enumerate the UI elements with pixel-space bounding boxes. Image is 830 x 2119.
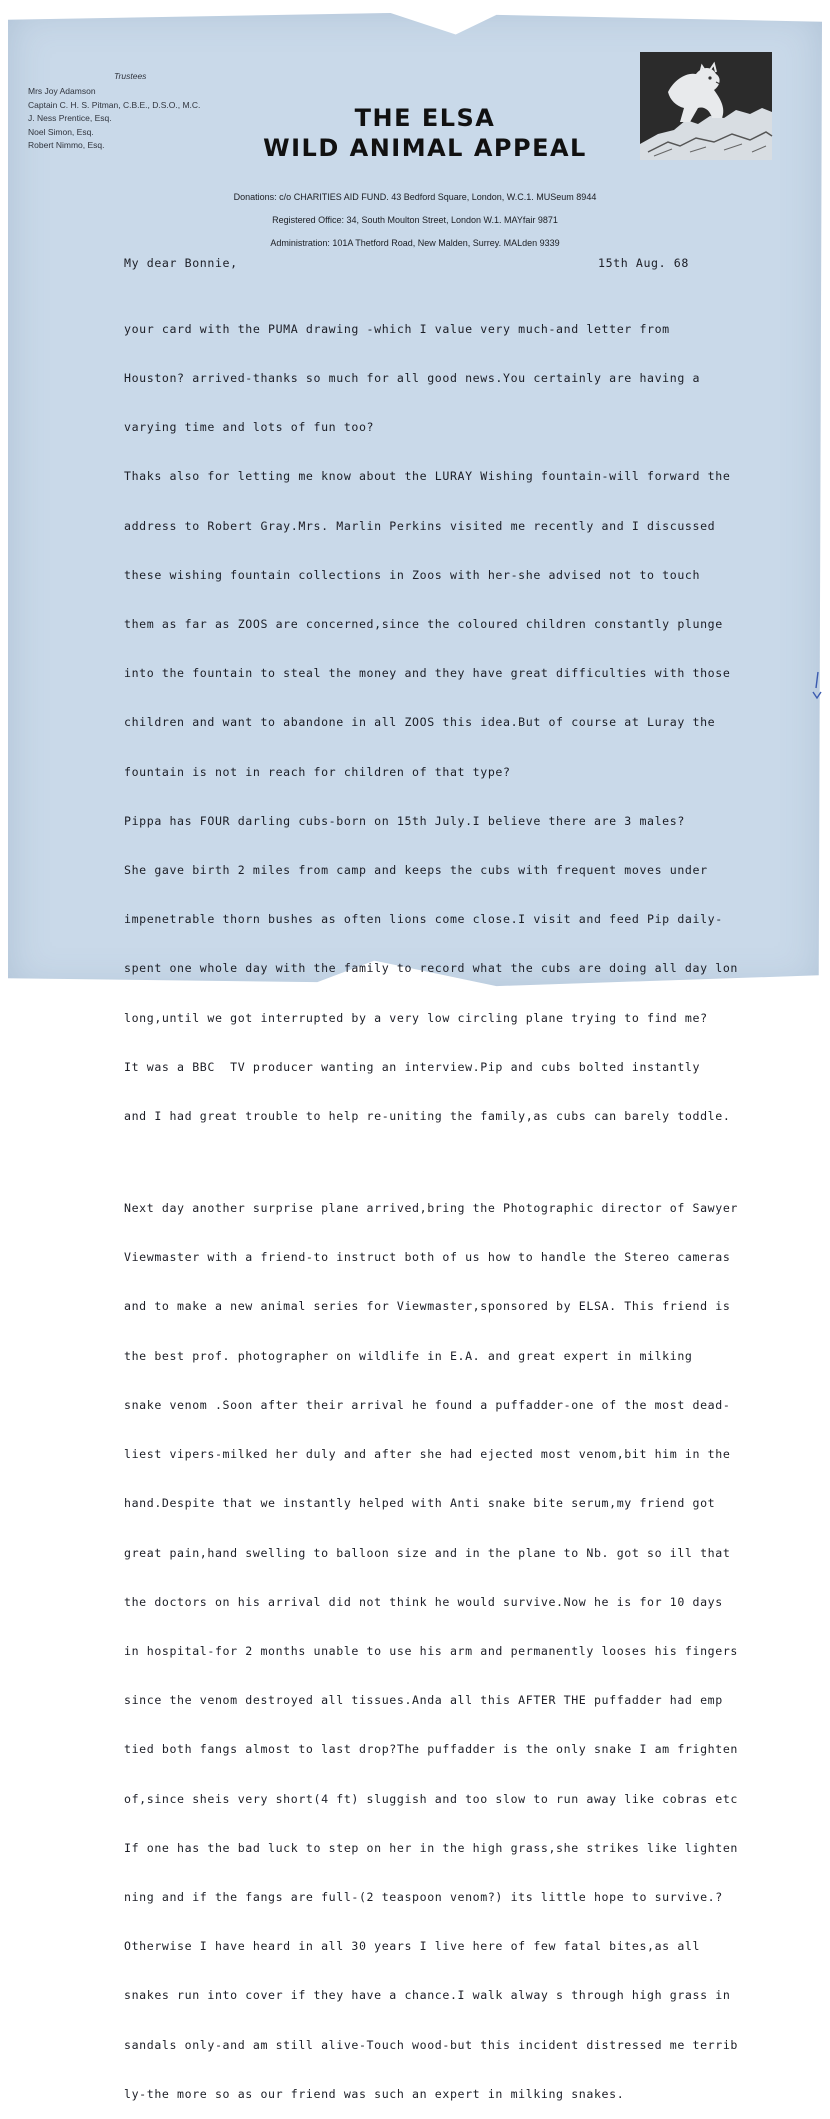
body-line: great pain,hand swelling to balloon size and in the plane to Nb. got so ill that [124, 1545, 731, 1560]
body-line: Pippa has FOUR darling cubs-born on 15th July.I believe there are 3 males? [124, 813, 685, 828]
trustee-name: Noel Simon, Esq. [28, 126, 94, 137]
administration-line: Administration: 101A Thetford Road, New Malden, Surrey. MALden 9339 [270, 238, 560, 248]
body-line: varying time and lots of fun too? [124, 420, 375, 435]
trustees-heading: Trustees [114, 71, 147, 81]
body-line: them as far as ZOOS are concerned,since the coloured children constantly plunge [124, 617, 723, 632]
body-line: She gave birth 2 miles from camp and keeps the cubs with frequent moves under [124, 863, 708, 878]
margin-pen-mark-icon [810, 670, 824, 710]
paragraph-gap [124, 1157, 738, 1167]
body-line: liest vipers-milked her duly and after she had ejected most venom,bit him in the [124, 1447, 731, 1462]
body-line: since the venom destroyed all tissues.Anda all this AFTER THE puffadder had emp [124, 1693, 723, 1708]
body-line: snakes run into cover if they have a chance.I walk alway s through high grass in [124, 1988, 731, 2003]
body-line: If one has the bad luck to step on her in the high grass,she strikes like lighten [124, 1840, 738, 1855]
body-line: hand.Despite that we instantly helped with Anti snake bite serum,my friend got [124, 1496, 716, 1511]
body-line: impenetrable thorn bushes as often lions come close.I visit and feed Pip daily- [124, 912, 723, 927]
lioness-on-rock-icon [640, 52, 772, 160]
body-line: spent one whole day with the family to record what the cubs are doing all day lon [124, 961, 738, 976]
trustee-name: Robert Nimmo, Esq. [28, 140, 105, 151]
body-line: snake venom .Soon after their arrival he found a puffadder-one of the most dead- [124, 1397, 731, 1412]
trustee-name: J. Ness Prentice, Esq. [28, 113, 112, 124]
organization-title [230, 103, 620, 163]
letter-greeting: My dear Bonnie, [124, 256, 238, 270]
body-line: your card with the PUMA drawing -which I value very much-and letter from [124, 321, 670, 336]
title-line-1: THE ELSA [354, 104, 496, 132]
body-line: long,until we got interrupted by a very low circling plane trying to find me? [124, 1010, 708, 1025]
body-line: It was a BBC TV producer wanting an interview.Pip and cubs bolted instantly [124, 1059, 701, 1074]
body-line: children and want to abandone in all ZOOS this idea.But of course at Luray the [124, 715, 716, 730]
body-line: fountain is not in reach for children of that type? [124, 764, 511, 779]
body-line: these wishing fountain collections in Zoos with her-she advised not to touch [124, 567, 701, 582]
body-line: and to make a new animal series for Viewmaster,sponsored by ELSA. This friend is [124, 1299, 731, 1314]
body-line: the doctors on his arrival did not think he would survive.Now he is for 10 days [124, 1594, 723, 1609]
address-block [125, 186, 705, 255]
trustee-name: Mrs Joy Adamson [28, 86, 96, 97]
body-line: Houston? arrived-thanks so much for all good news.You certainly are having a [124, 371, 701, 386]
body-line: in hospital-for 2 months unable to use his arm and permanently looses his fingers [124, 1643, 738, 1658]
body-line: tied both fangs almost to last drop?The puffadder is the only snake I am frighten [124, 1742, 738, 1757]
body-line: Otherwise I have heard in all 30 years I live here of few fatal bites,as all [124, 1939, 701, 1954]
body-line: ly-the more so as our friend was such an expert in milking snakes. [124, 2086, 625, 2101]
body-line: Next day another surprise plane arrived,bring the Photographic director of Sawyer [124, 1201, 738, 1216]
body-line: Thaks also for letting me know about the LURAY Wishing fountain-will forward the [124, 469, 731, 484]
donations-line: Donations: c/o CHARITIES AID FUND. 43 Bedford Square, London, W.C.1. MUSeum 8944 [233, 192, 597, 202]
body-line: of,since sheis very short(4 ft) sluggish and too slow to run away like cobras etc [124, 1791, 738, 1806]
body-line: sandals only-and am still alive-Touch wood-but this incident distressed me terrib [124, 2037, 738, 2052]
body-line: ning and if the fangs are full-(2 teaspoon venom?) its little hope to survive.? [124, 1889, 723, 1904]
letter-date: 15th Aug. 68 [598, 256, 689, 270]
body-line: and I had great trouble to help re-uniting the family,as cubs can barely toddle. [124, 1109, 731, 1124]
title-line-2: WILD ANIMAL APPEAL [263, 134, 587, 162]
trustee-name: Captain C. H. S. Pitman, C.B.E., D.S.O., M.C. [28, 99, 201, 110]
trustees-list [28, 70, 200, 152]
body-line: into the fountain to steal the money and they have great difficulties with those [124, 666, 731, 681]
registered-office-line: Registered Office: 34, South Moulton Street, London W.1. MAYfair 9871 [272, 215, 558, 225]
letter-body [124, 288, 738, 2119]
body-line: address to Robert Gray.Mrs. Marlin Perkins visited me recently and I discussed [124, 518, 716, 533]
body-line: the best prof. photographer on wildlife in E.A. and great expert in milking [124, 1348, 693, 1363]
body-line: Viewmaster with a friend-to instruct both of us how to handle the Stereo cameras [124, 1250, 731, 1265]
